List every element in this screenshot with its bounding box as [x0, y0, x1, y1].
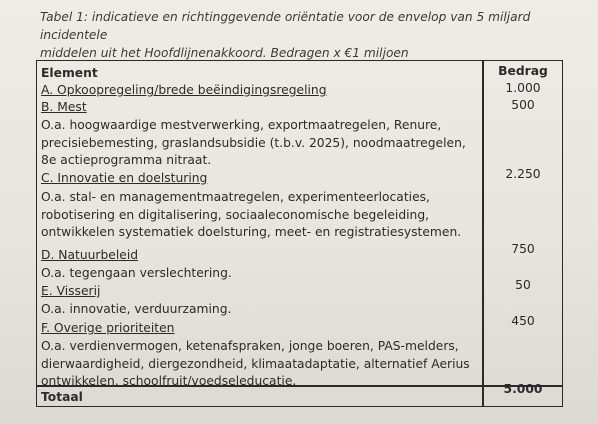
- caption-line-1: Tabel 1: indicatieve en richtinggevende oriëntatie voor de envelop van 5 miljard incidentele: [40, 10, 531, 42]
- row-e-description: O.a. innovatie, verduurzaming.: [41, 302, 232, 316]
- table-caption: [40, 8, 585, 62]
- total-label: Totaal: [41, 390, 83, 404]
- row-d-title: D. Natuurbeleid: [41, 248, 139, 262]
- row-c-description: O.a. stal- en managementmaatregelen, experimenteerlocaties, robotisering en digitalisering, sociaaleconomische begeleiding, ontwikkelen systematiek doelsturing, meet- en registratiesystemen.: [41, 190, 462, 239]
- row-e-amount: 50: [515, 278, 531, 292]
- column-divider: [482, 61, 484, 406]
- row-b-description: O.a. hoogwaardige mestverwerking, exportmaatregelen, Renure, precisiebemesting, graslandsubsidie (t.b.v. 2025), noodmaatregelen, 8e actieprogramma nitraat.: [41, 118, 466, 167]
- row-f-description: O.a. verdienvermogen, ketenafspraken, jonge boeren, PAS-melders, dierwaardigheid, diergezondheid, klimaatadaptatie, alternatief Aerius ontwikkelen, schoolfruit/voedseleducatie.: [41, 339, 470, 388]
- row-a-amount: 1.000: [505, 81, 541, 95]
- header-amount: Bedrag: [498, 64, 548, 78]
- row-d-amount: 750: [511, 242, 535, 256]
- row-f-amount: 450: [511, 314, 535, 328]
- budget-table: [36, 60, 563, 407]
- total-amount: 5.000: [503, 382, 543, 396]
- caption-line-2: middelen uit het Hoofdlijnenakkoord. Bedragen x €1 miljoen: [40, 46, 409, 60]
- row-d-description: O.a. tegengaan verslechtering.: [41, 266, 232, 280]
- row-f-title: F. Overige prioriteiten: [41, 321, 175, 335]
- row-a-title: A. Opkoopregeling/brede beëindigingsregeling: [41, 83, 327, 97]
- row-c-amount: 2.250: [505, 167, 541, 181]
- row-e-title: E. Visserij: [41, 284, 101, 298]
- row-b-amount: 500: [511, 98, 535, 112]
- row-b-title: B. Mest: [41, 100, 87, 114]
- row-c-title: C. Innovatie en doelsturing: [41, 171, 208, 185]
- header-element: Element: [41, 66, 98, 80]
